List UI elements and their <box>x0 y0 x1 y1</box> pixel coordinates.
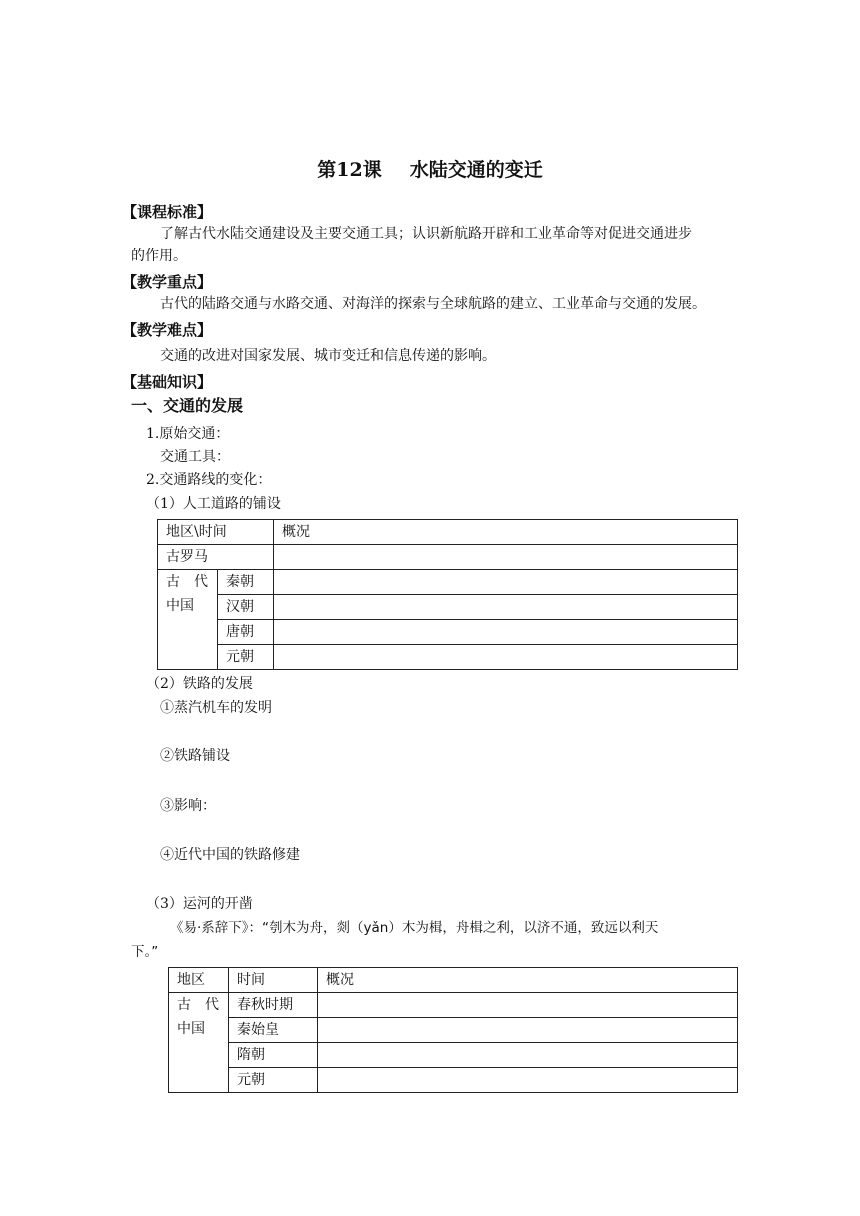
rail-item: ②铁路铺设 <box>160 748 230 764</box>
lesson-number: 第12课 <box>317 159 382 181</box>
quote-line1: 《易·系辞下》：“刳木为舟，剡（yǎn）木为楫，舟楫之利，以济不通，致远以利天 <box>170 920 659 936</box>
cell-empty[interactable] <box>274 570 738 595</box>
cell-period: 元朝 <box>229 1068 318 1093</box>
header-overview: 概况 <box>274 520 738 545</box>
sub-canal: （3）运河的开凿 <box>146 896 253 912</box>
table-row <box>169 1043 738 1068</box>
rail-item: ①蒸汽机车的发明 <box>160 700 272 716</box>
lesson-name: 水陆交通的变迁 <box>409 159 543 181</box>
key-points-text: 古代的陆路交通与水路交通、对海洋的探索与全球航路的建立、工业革命与交通的发展。 <box>160 296 706 312</box>
cell-empty[interactable] <box>318 1043 738 1068</box>
cell-dynasty: 元朝 <box>218 645 274 670</box>
cell-ancient-china: 古 代 中国 <box>169 993 229 1093</box>
canal-table <box>168 967 738 1093</box>
difficult-points-heading: 【教学难点】 <box>122 321 213 339</box>
table-row <box>158 570 738 595</box>
sub-road-building: （1）人工道路的铺设 <box>146 496 281 512</box>
cell-empty[interactable] <box>274 545 738 570</box>
table-row <box>158 545 738 570</box>
key-points-heading: 【教学重点】 <box>122 273 213 291</box>
standard-text-line1: 了解古代水陆交通建设及主要交通工具；认识新航路开辟和工业革命等对促进交通进步 <box>160 226 692 242</box>
header-region: 地区 <box>169 968 229 993</box>
cell-empty[interactable] <box>274 620 738 645</box>
header-time: 时间 <box>229 968 318 993</box>
cell-ancient-china: 古 代 中国 <box>158 570 218 670</box>
basic-knowledge-heading: 【基础知识】 <box>122 373 213 391</box>
cell-rome: 古罗马 <box>158 545 274 570</box>
rail-item: ③影响： <box>160 798 216 814</box>
quote-line2: 下。” <box>131 944 159 960</box>
item-transport-tools: 交通工具： <box>160 449 230 465</box>
standard-text-line2: 的作用。 <box>131 248 187 264</box>
table-row <box>158 520 738 545</box>
table-row <box>158 645 738 670</box>
item-route-changes: 2.交通路线的变化： <box>146 472 272 488</box>
difficult-points-text: 交通的改进对国家发展、城市变迁和信息传递的影响。 <box>160 348 496 364</box>
cell-dynasty: 汉朝 <box>218 595 274 620</box>
table-row <box>169 1018 738 1043</box>
header-overview: 概况 <box>318 968 738 993</box>
cell-empty[interactable] <box>318 1068 738 1093</box>
section-one-heading: 一、交通的发展 <box>131 396 244 415</box>
header-region-time: 地区\时间 <box>158 520 274 545</box>
table-row <box>169 968 738 993</box>
table-row <box>158 620 738 645</box>
cell-period: 隋朝 <box>229 1043 318 1068</box>
cell-empty[interactable] <box>318 993 738 1018</box>
cell-empty[interactable] <box>274 595 738 620</box>
cell-empty[interactable] <box>274 645 738 670</box>
road-table <box>157 519 738 670</box>
cell-dynasty: 秦朝 <box>218 570 274 595</box>
item-primitive-transport: 1.原始交通： <box>146 426 230 442</box>
sub-railway: （2）铁路的发展 <box>146 676 253 692</box>
cell-empty[interactable] <box>318 1018 738 1043</box>
table-row <box>169 1068 738 1093</box>
table-row <box>158 595 738 620</box>
cell-dynasty: 唐朝 <box>218 620 274 645</box>
table-row <box>169 993 738 1018</box>
cell-period: 春秋时期 <box>229 993 318 1018</box>
rail-item: ④近代中国的铁路修建 <box>160 847 300 863</box>
cell-period: 秦始皇 <box>229 1018 318 1043</box>
standard-heading: 【课程标准】 <box>122 203 213 221</box>
page-title <box>0 158 860 182</box>
